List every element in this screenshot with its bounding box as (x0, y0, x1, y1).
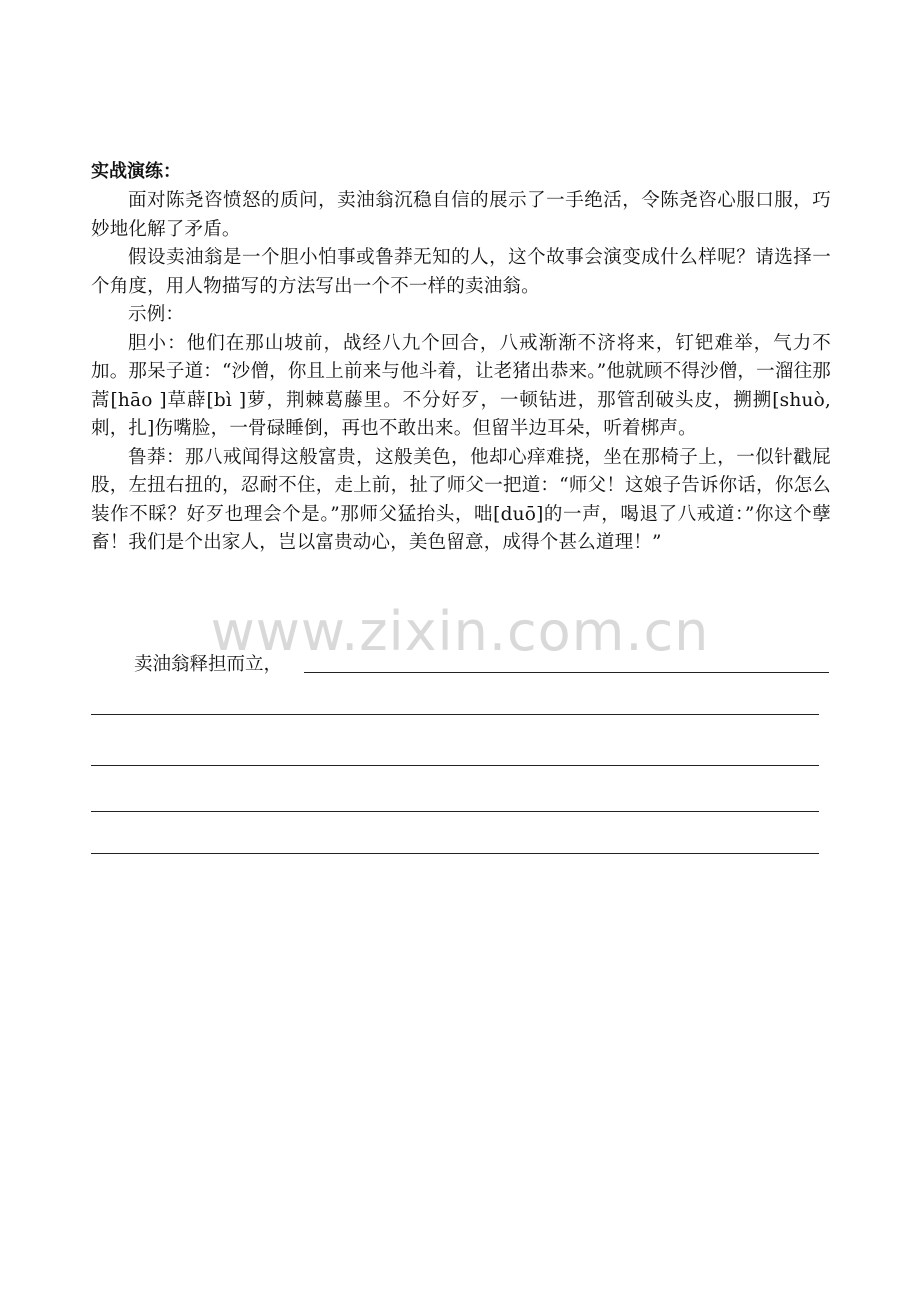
task-paragraph: 假设卖油翁是一个胆小怕事或鲁莽无知的人，这个故事会演变成什么样呢？请选择一个角度，用人物描写的方法写出一个不一样的卖油翁。 (91, 247, 831, 297)
writing-prompt-row (91, 652, 831, 678)
answer-line-2[interactable] (91, 714, 819, 715)
timid-example-paragraph: 胆小：他们在那山坡前，战经八九个回合，八戒渐渐不济将来，钉钯难举，气力不加。那呆子道：“沙僧，你且上前来与他斗着，让老猪出恭来。”他就顾不得沙僧，一溜往那蒿[hāo ]草薜[bì ]萝，荆棘葛藤里。不分好歹，一顿钻进，那管刮破头皮，搠搠[shuò,刺，扎]伤嘴脸，一骨碌睡倒，再也不敢出来。但留半边耳朵，听着梆声。 (91, 332, 831, 439)
answer-line-5[interactable] (91, 853, 819, 854)
answer-line-1[interactable] (304, 672, 829, 673)
answer-line-3[interactable] (91, 765, 819, 766)
example-label: 示例： (128, 304, 185, 325)
reckless-example-paragraph: 鲁莽：那八戒闻得这般富贵，这般美色，他却心痒难挠，坐在那椅子上，一似针戳屁股，左扭右扭的，忍耐不住，走上前，扯了师父一把道：“师父！这娘子告诉你话，你怎么装作不睬？好歹也理会个是。”那师父猛抬头，咄[duō]的一声，喝退了八戒道：”你这个孽畜！我们是个出家人，岂以富贵动心，美色留意，成得个甚么道理！” (91, 446, 831, 553)
writing-prompt: 卖油翁释担而立， (134, 654, 283, 675)
exercise-section (91, 157, 831, 558)
answer-line-4[interactable] (91, 811, 819, 812)
intro-paragraph: 面对陈尧咨愤怒的质问，卖油翁沉稳自信的展示了一手绝活，令陈尧咨心服口服，巧妙地化解了矛盾。 (91, 190, 831, 240)
section-heading: 实战演练： (91, 161, 181, 182)
watermark: www.zixin.com.cn (210, 600, 710, 663)
